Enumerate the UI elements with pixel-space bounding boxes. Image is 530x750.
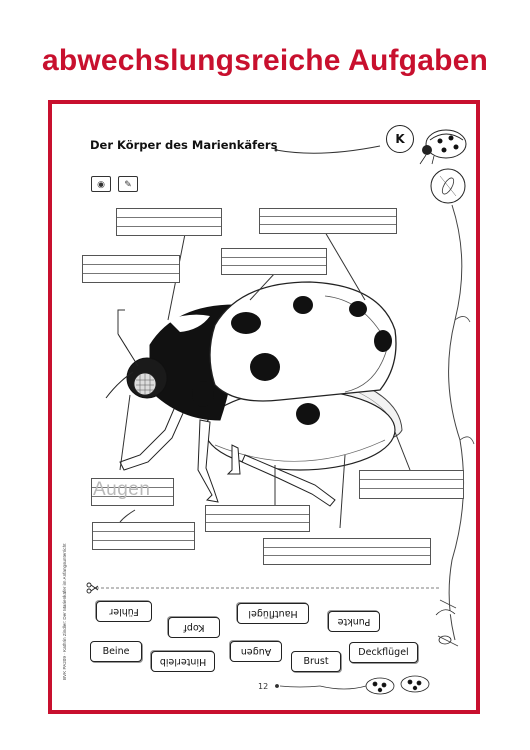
worksheet-title: Der Körper des Marienkäfers	[90, 138, 278, 152]
ladybug-body	[106, 282, 402, 506]
word-card-beine[interactable]: Beine	[90, 641, 142, 662]
word-card-hinterleib[interactable]: Hinterleib	[151, 651, 215, 672]
word-card-brust[interactable]: Brust	[291, 651, 341, 672]
headline: abwechslungsreiche Aufgaben	[41, 44, 489, 77]
word-card-hautfluegel[interactable]: Hautflügel	[237, 603, 309, 624]
eye-icon: ◉	[91, 176, 111, 192]
level-badge: K	[386, 125, 414, 153]
answer-field-bottom-center[interactable]	[205, 505, 310, 532]
answer-field-left[interactable]	[82, 255, 180, 283]
word-card-deckfluegel[interactable]: Deckflügel	[349, 642, 418, 663]
answer-field-middle[interactable]	[221, 248, 327, 275]
word-card-augen[interactable]: Augen	[230, 641, 282, 662]
corner-ladybug-icon	[420, 130, 466, 164]
answer-field-bottom-left[interactable]	[92, 522, 195, 550]
answer-field-top-right[interactable]	[259, 208, 397, 234]
page-number: 12	[258, 682, 269, 691]
prefilled-label: Augen	[93, 479, 151, 500]
answer-field-right[interactable]	[359, 470, 464, 499]
word-card-fuehler[interactable]: Fühler	[96, 601, 152, 622]
pencil-icon: ✎	[118, 176, 138, 192]
word-card-punkte[interactable]: Punkte	[328, 611, 380, 632]
answer-field-bottom-right[interactable]	[263, 538, 431, 565]
cut-line	[87, 583, 440, 593]
word-card-kopf[interactable]: Kopf	[168, 617, 220, 638]
answer-field-top-left[interactable]	[116, 208, 222, 236]
aphid-magnifier-icon	[431, 169, 465, 203]
side-citation: BVK PA209 · Kathrin Zindler: Der Marienkäfer im Anfangsunterricht	[62, 543, 67, 680]
